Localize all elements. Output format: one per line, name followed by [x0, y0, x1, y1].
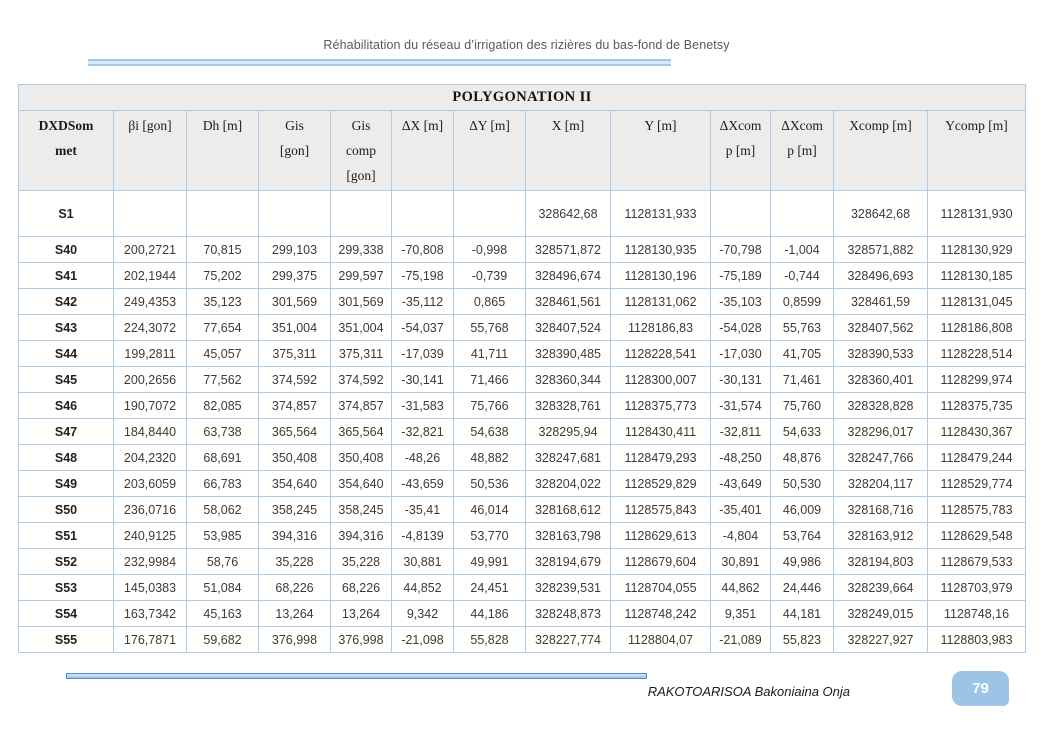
value-cell: 374,857: [331, 393, 392, 419]
value-cell: 0,865: [454, 289, 526, 315]
value-cell: 328360,401: [834, 367, 928, 393]
value-cell: 35,123: [187, 289, 259, 315]
value-cell: -70,808: [392, 237, 454, 263]
value-cell: -75,198: [392, 263, 454, 289]
value-cell: 53,764: [771, 523, 834, 549]
column-header: ΔX [m]: [392, 111, 454, 191]
value-cell: -31,574: [711, 393, 771, 419]
value-cell: 75,760: [771, 393, 834, 419]
value-cell: 328194,679: [526, 549, 611, 575]
value-cell: 328407,562: [834, 315, 928, 341]
value-cell: 350,408: [259, 445, 331, 471]
table-row: [19, 367, 1026, 393]
table-row: [19, 445, 1026, 471]
column-header: Gis [gon]: [259, 111, 331, 191]
footer-rule: [66, 673, 647, 679]
value-cell: -75,189: [711, 263, 771, 289]
polygonation-table: [18, 84, 1026, 653]
value-cell: 328360,344: [526, 367, 611, 393]
value-cell: 53,985: [187, 523, 259, 549]
table-row: [19, 601, 1026, 627]
column-header: βi [gon]: [114, 111, 187, 191]
value-cell: 77,654: [187, 315, 259, 341]
value-cell: -54,037: [392, 315, 454, 341]
value-cell: 68,691: [187, 445, 259, 471]
value-cell: 1128679,604: [611, 549, 711, 575]
table-title: POLYGONATION II: [19, 85, 1026, 111]
value-cell: 82,085: [187, 393, 259, 419]
column-header: Xcomp [m]: [834, 111, 928, 191]
value-cell: 30,881: [392, 549, 454, 575]
value-cell: 236,0716: [114, 497, 187, 523]
value-cell: -31,583: [392, 393, 454, 419]
value-cell: 1128131,933: [611, 191, 711, 237]
value-cell: 184,8440: [114, 419, 187, 445]
value-cell: 374,857: [259, 393, 331, 419]
value-cell: 1128679,533: [928, 549, 1026, 575]
value-cell: -30,131: [711, 367, 771, 393]
header-rule-line-bottom: [88, 64, 671, 66]
station-id: S53: [19, 575, 114, 601]
table-row: [19, 523, 1026, 549]
value-cell: 249,4353: [114, 289, 187, 315]
value-cell: 176,7871: [114, 627, 187, 653]
value-cell: 41,711: [454, 341, 526, 367]
value-cell: 1128575,783: [928, 497, 1026, 523]
column-header: ΔY [m]: [454, 111, 526, 191]
value-cell: 70,815: [187, 237, 259, 263]
station-id: S50: [19, 497, 114, 523]
value-cell: -21,089: [711, 627, 771, 653]
value-cell: 1128300,007: [611, 367, 711, 393]
value-cell: 75,766: [454, 393, 526, 419]
value-cell: 358,245: [331, 497, 392, 523]
value-cell: -21,098: [392, 627, 454, 653]
value-cell: [187, 191, 259, 237]
value-cell: 376,998: [331, 627, 392, 653]
station-id: S55: [19, 627, 114, 653]
value-cell: 44,181: [771, 601, 834, 627]
station-id: S44: [19, 341, 114, 367]
value-cell: 9,342: [392, 601, 454, 627]
value-cell: -0,739: [454, 263, 526, 289]
value-cell: 1128131,045: [928, 289, 1026, 315]
value-cell: [331, 191, 392, 237]
value-cell: 1128748,16: [928, 601, 1026, 627]
value-cell: [392, 191, 454, 237]
value-cell: 13,264: [259, 601, 331, 627]
value-cell: 328461,561: [526, 289, 611, 315]
station-id: S47: [19, 419, 114, 445]
value-cell: 328204,117: [834, 471, 928, 497]
value-cell: 0,8599: [771, 289, 834, 315]
value-cell: 1128803,983: [928, 627, 1026, 653]
station-id: S46: [19, 393, 114, 419]
station-id: S49: [19, 471, 114, 497]
value-cell: -0,998: [454, 237, 526, 263]
station-id: S48: [19, 445, 114, 471]
value-cell: 299,103: [259, 237, 331, 263]
value-cell: 375,311: [331, 341, 392, 367]
value-cell: 328496,674: [526, 263, 611, 289]
value-cell: 374,592: [331, 367, 392, 393]
footer-author: RAKOTOARISOA Bakoniaina Onja: [647, 684, 850, 699]
value-cell: 1128430,411: [611, 419, 711, 445]
value-cell: 240,9125: [114, 523, 187, 549]
value-cell: 200,2656: [114, 367, 187, 393]
table-row: [19, 549, 1026, 575]
station-id: S1: [19, 191, 114, 237]
value-cell: 1128529,774: [928, 471, 1026, 497]
value-cell: 145,0383: [114, 575, 187, 601]
value-cell: 328247,766: [834, 445, 928, 471]
value-cell: 328390,485: [526, 341, 611, 367]
value-cell: 46,014: [454, 497, 526, 523]
station-id: S52: [19, 549, 114, 575]
value-cell: 299,597: [331, 263, 392, 289]
value-cell: 53,770: [454, 523, 526, 549]
value-cell: 13,264: [331, 601, 392, 627]
value-cell: -43,649: [711, 471, 771, 497]
value-cell: -54,028: [711, 315, 771, 341]
value-cell: 328407,524: [526, 315, 611, 341]
value-cell: 1128186,83: [611, 315, 711, 341]
value-cell: 51,084: [187, 575, 259, 601]
value-cell: 24,446: [771, 575, 834, 601]
value-cell: [771, 191, 834, 237]
station-id: S42: [19, 289, 114, 315]
value-cell: 1128130,929: [928, 237, 1026, 263]
table-row: [19, 315, 1026, 341]
value-cell: -4,8139: [392, 523, 454, 549]
station-id: S51: [19, 523, 114, 549]
station-id: S41: [19, 263, 114, 289]
value-cell: 328168,612: [526, 497, 611, 523]
value-cell: 1128529,829: [611, 471, 711, 497]
value-cell: 1128804,07: [611, 627, 711, 653]
value-cell: 1128131,062: [611, 289, 711, 315]
value-cell: 328642,68: [834, 191, 928, 237]
value-cell: 1128479,244: [928, 445, 1026, 471]
value-cell: -0,744: [771, 263, 834, 289]
value-cell: 350,408: [331, 445, 392, 471]
value-cell: 45,163: [187, 601, 259, 627]
value-cell: 49,991: [454, 549, 526, 575]
value-cell: 232,9984: [114, 549, 187, 575]
value-cell: 328239,531: [526, 575, 611, 601]
station-id: S45: [19, 367, 114, 393]
value-cell: 299,375: [259, 263, 331, 289]
value-cell: 375,311: [259, 341, 331, 367]
value-cell: 55,823: [771, 627, 834, 653]
value-cell: 365,564: [331, 419, 392, 445]
value-cell: 68,226: [331, 575, 392, 601]
table-row: [19, 237, 1026, 263]
table-title-row: [19, 85, 1026, 111]
value-cell: -30,141: [392, 367, 454, 393]
table-row: [19, 263, 1026, 289]
value-cell: 1128130,196: [611, 263, 711, 289]
table-row: [19, 419, 1026, 445]
value-cell: 58,062: [187, 497, 259, 523]
value-cell: 394,316: [331, 523, 392, 549]
value-cell: 54,638: [454, 419, 526, 445]
value-cell: 1128479,293: [611, 445, 711, 471]
value-cell: 59,682: [187, 627, 259, 653]
value-cell: 374,592: [259, 367, 331, 393]
value-cell: 328227,774: [526, 627, 611, 653]
value-cell: 1128629,548: [928, 523, 1026, 549]
table-row: [19, 393, 1026, 419]
value-cell: 50,530: [771, 471, 834, 497]
station-id: S40: [19, 237, 114, 263]
value-cell: 54,633: [771, 419, 834, 445]
value-cell: 163,7342: [114, 601, 187, 627]
value-cell: -35,401: [711, 497, 771, 523]
value-cell: 1128375,773: [611, 393, 711, 419]
value-cell: -35,41: [392, 497, 454, 523]
value-cell: 1128629,613: [611, 523, 711, 549]
value-cell: 394,316: [259, 523, 331, 549]
value-cell: [259, 191, 331, 237]
value-cell: 1128228,541: [611, 341, 711, 367]
value-cell: 351,004: [259, 315, 331, 341]
value-cell: 24,451: [454, 575, 526, 601]
column-header: X [m]: [526, 111, 611, 191]
value-cell: 328461,59: [834, 289, 928, 315]
value-cell: 30,891: [711, 549, 771, 575]
value-cell: -48,250: [711, 445, 771, 471]
value-cell: 44,852: [392, 575, 454, 601]
value-cell: -17,030: [711, 341, 771, 367]
value-cell: 365,564: [259, 419, 331, 445]
table-row: [19, 341, 1026, 367]
value-cell: 1128131,930: [928, 191, 1026, 237]
value-cell: 328571,882: [834, 237, 928, 263]
value-cell: 328194,803: [834, 549, 928, 575]
value-cell: 58,76: [187, 549, 259, 575]
value-cell: [114, 191, 187, 237]
value-cell: 328496,693: [834, 263, 928, 289]
value-cell: 328248,873: [526, 601, 611, 627]
value-cell: 1128186,808: [928, 315, 1026, 341]
value-cell: 328642,68: [526, 191, 611, 237]
value-cell: -48,26: [392, 445, 454, 471]
value-cell: 55,763: [771, 315, 834, 341]
value-cell: -32,811: [711, 419, 771, 445]
value-cell: 48,876: [771, 445, 834, 471]
value-cell: 66,783: [187, 471, 259, 497]
value-cell: 55,828: [454, 627, 526, 653]
value-cell: 55,768: [454, 315, 526, 341]
table-row: [19, 191, 1026, 237]
value-cell: 77,562: [187, 367, 259, 393]
value-cell: 328168,716: [834, 497, 928, 523]
value-cell: 328295,94: [526, 419, 611, 445]
value-cell: 49,986: [771, 549, 834, 575]
value-cell: -1,004: [771, 237, 834, 263]
value-cell: 299,338: [331, 237, 392, 263]
value-cell: 328163,912: [834, 523, 928, 549]
value-cell: 328571,872: [526, 237, 611, 263]
value-cell: 50,536: [454, 471, 526, 497]
value-cell: 35,228: [259, 549, 331, 575]
value-cell: 328390,533: [834, 341, 928, 367]
value-cell: 200,2721: [114, 237, 187, 263]
value-cell: 71,461: [771, 367, 834, 393]
page-number: 79: [972, 680, 989, 697]
value-cell: 45,057: [187, 341, 259, 367]
value-cell: 203,6059: [114, 471, 187, 497]
value-cell: 328163,798: [526, 523, 611, 549]
table-row: [19, 627, 1026, 653]
value-cell: 48,882: [454, 445, 526, 471]
value-cell: 71,466: [454, 367, 526, 393]
value-cell: -17,039: [392, 341, 454, 367]
value-cell: -4,804: [711, 523, 771, 549]
value-cell: -35,103: [711, 289, 771, 315]
value-cell: -35,112: [392, 289, 454, 315]
value-cell: -70,798: [711, 237, 771, 263]
column-header: DXDSom met: [19, 111, 114, 191]
column-header-row: [19, 111, 1026, 191]
value-cell: 351,004: [331, 315, 392, 341]
value-cell: 1128228,514: [928, 341, 1026, 367]
value-cell: 224,3072: [114, 315, 187, 341]
column-header: Ycomp [m]: [928, 111, 1026, 191]
value-cell: 41,705: [771, 341, 834, 367]
value-cell: [711, 191, 771, 237]
table-row: [19, 497, 1026, 523]
value-cell: -32,821: [392, 419, 454, 445]
value-cell: 1128375,735: [928, 393, 1026, 419]
value-cell: 1128748,242: [611, 601, 711, 627]
value-cell: 358,245: [259, 497, 331, 523]
value-cell: 301,569: [331, 289, 392, 315]
value-cell: 354,640: [331, 471, 392, 497]
value-cell: 68,226: [259, 575, 331, 601]
value-cell: 204,2320: [114, 445, 187, 471]
value-cell: 190,7072: [114, 393, 187, 419]
table-row: [19, 289, 1026, 315]
value-cell: 328249,015: [834, 601, 928, 627]
column-header: Y [m]: [611, 111, 711, 191]
value-cell: -43,659: [392, 471, 454, 497]
value-cell: 1128575,843: [611, 497, 711, 523]
value-cell: 63,738: [187, 419, 259, 445]
column-header: ΔXcom p [m]: [711, 111, 771, 191]
value-cell: 202,1944: [114, 263, 187, 289]
page-number-badge: [952, 671, 1009, 706]
table-row: [19, 471, 1026, 497]
column-header: Gis comp [gon]: [331, 111, 392, 191]
value-cell: 199,2811: [114, 341, 187, 367]
value-cell: 328239,664: [834, 575, 928, 601]
value-cell: 301,569: [259, 289, 331, 315]
value-cell: 1128130,185: [928, 263, 1026, 289]
value-cell: 35,228: [331, 549, 392, 575]
station-id: S54: [19, 601, 114, 627]
value-cell: [454, 191, 526, 237]
value-cell: 328204,022: [526, 471, 611, 497]
table-row: [19, 575, 1026, 601]
column-header: ΔXcom p [m]: [771, 111, 834, 191]
header-rule: [88, 59, 671, 66]
running-header-text: Réhabilitation du réseau d’irrigation des rizières du bas-fond de Benetsy: [323, 38, 730, 52]
value-cell: 1128703,979: [928, 575, 1026, 601]
station-id: S43: [19, 315, 114, 341]
value-cell: 75,202: [187, 263, 259, 289]
value-cell: 1128299,974: [928, 367, 1026, 393]
value-cell: 1128430,367: [928, 419, 1026, 445]
value-cell: 328296,017: [834, 419, 928, 445]
value-cell: 1128130,935: [611, 237, 711, 263]
value-cell: 328227,927: [834, 627, 928, 653]
column-header: Dh [m]: [187, 111, 259, 191]
value-cell: 46,009: [771, 497, 834, 523]
value-cell: 328328,828: [834, 393, 928, 419]
value-cell: 354,640: [259, 471, 331, 497]
value-cell: 44,862: [711, 575, 771, 601]
value-cell: 376,998: [259, 627, 331, 653]
value-cell: 44,186: [454, 601, 526, 627]
value-cell: 9,351: [711, 601, 771, 627]
value-cell: 328328,761: [526, 393, 611, 419]
value-cell: 328247,681: [526, 445, 611, 471]
value-cell: 1128704,055: [611, 575, 711, 601]
